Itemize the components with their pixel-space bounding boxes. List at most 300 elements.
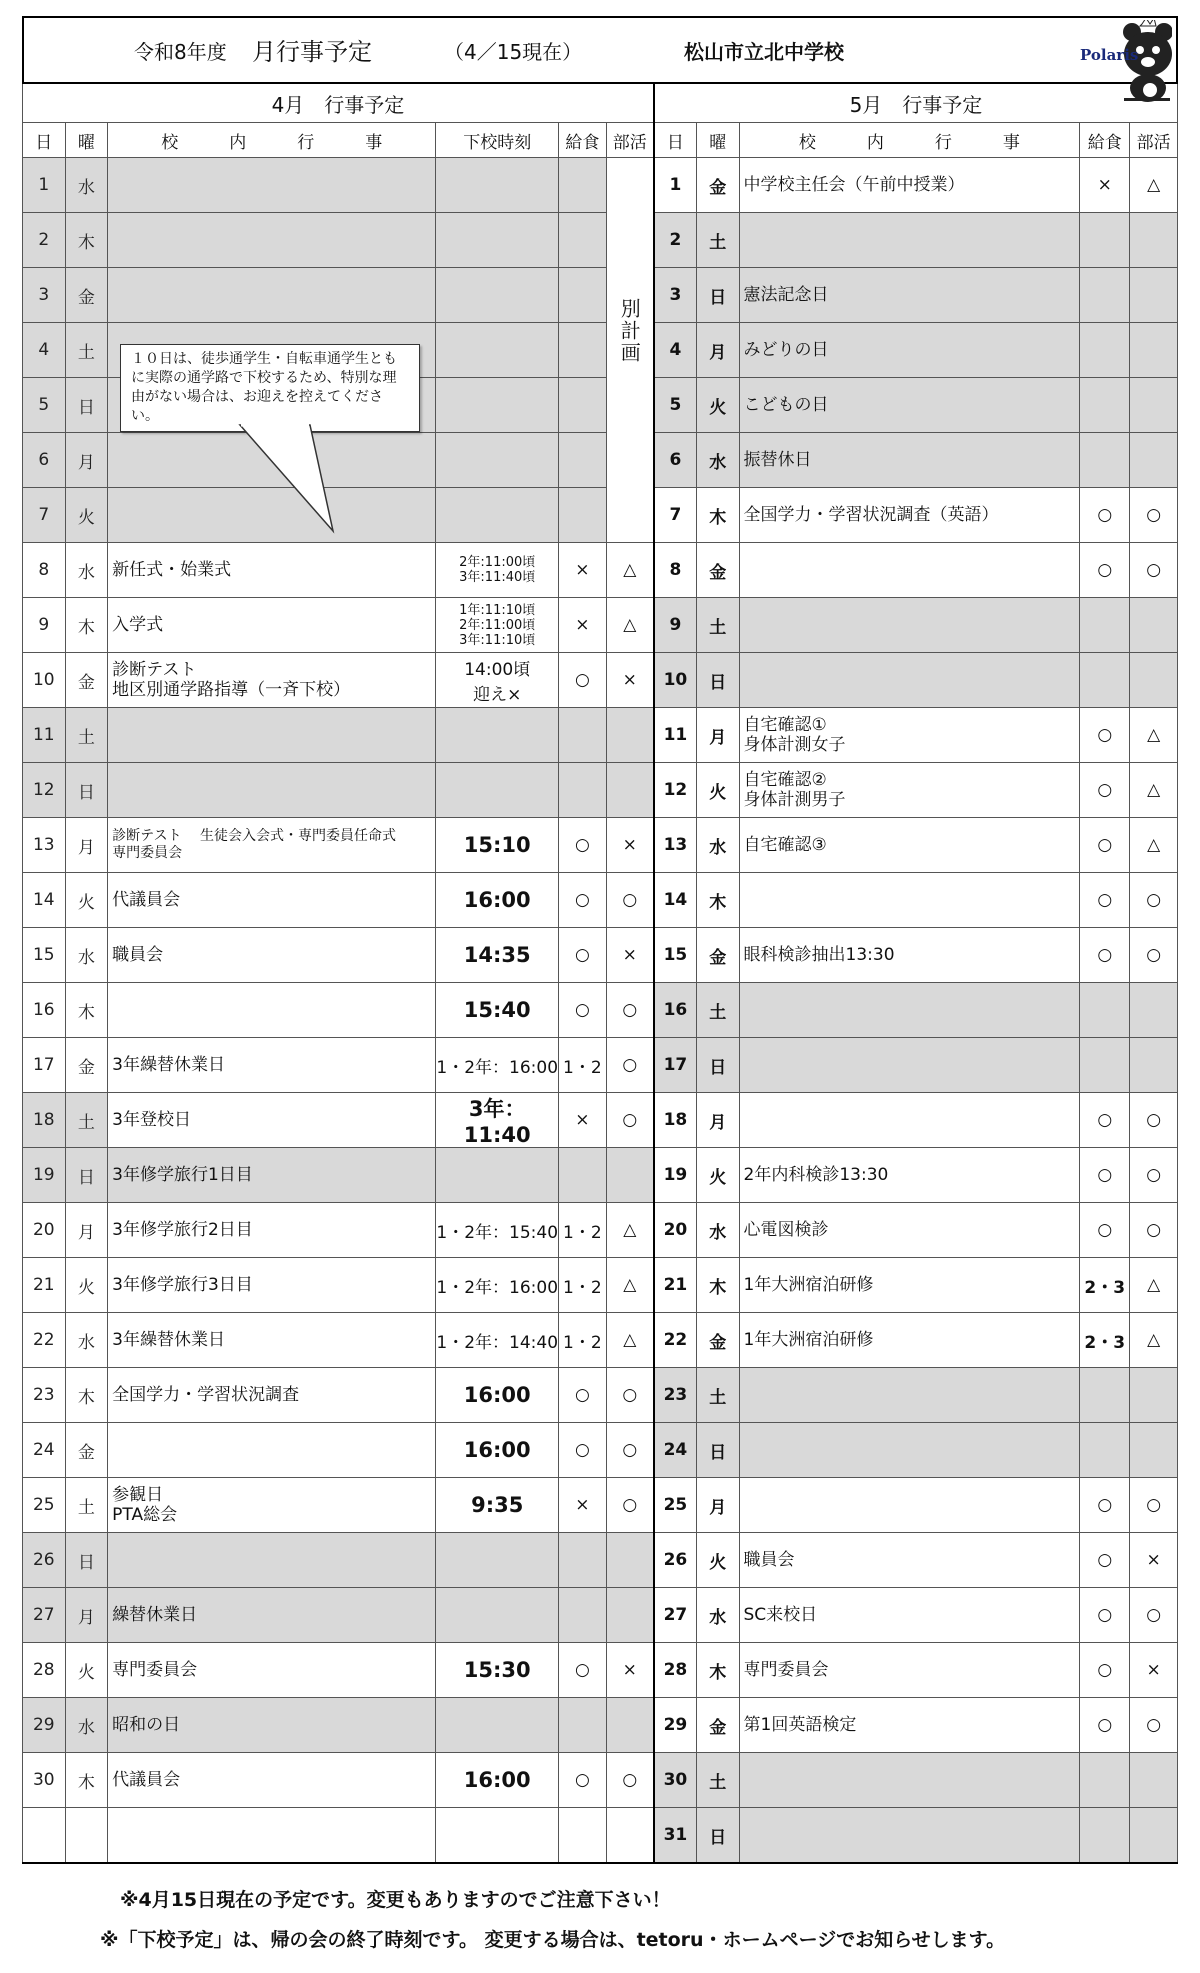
april-dismissal [436,1698,559,1753]
april-weekday: 木 [65,1753,108,1808]
may-event: 眼科検診抽出13:30 [739,928,1080,983]
april-club [606,763,654,818]
april-event: 3年修学旅行3日目 [108,1258,436,1313]
april-club [606,1698,654,1753]
table-row [23,1203,1178,1258]
april-dismissal [436,158,559,213]
april-lunch [559,488,607,543]
april-lunch: ○ [559,1643,607,1698]
may-club [1130,983,1178,1038]
april-weekday: 水 [65,928,108,983]
table-row [23,1313,1178,1368]
may-weekday: 金 [696,928,739,983]
may-lunch: × [1080,158,1130,213]
april-dismissal: 3年：11:40 [436,1093,559,1148]
april-club: △ [606,1203,654,1258]
may-club [1130,433,1178,488]
april-club: ○ [606,873,654,928]
may-event [739,983,1080,1038]
april-date: 22 [23,1313,66,1368]
may-event: 1年大洲宿泊研修 [739,1258,1080,1313]
may-date: 8 [654,543,697,598]
april-date: 24 [23,1423,66,1478]
april-date: 26 [23,1533,66,1588]
may-club: × [1130,1533,1178,1588]
may-weekday: 日 [696,1808,739,1864]
april-date: 1 [23,158,66,213]
footer-note-2: ※「下校予定」は、帰の会の終了時刻です。 変更する場合は、tetoru・ホームページでお知らせします。 [100,1929,1006,1951]
april-date: 20 [23,1203,66,1258]
table-row [23,488,1178,543]
april-event [108,158,436,213]
april-dismissal: 15:40 [436,983,559,1038]
april-club: × [606,818,654,873]
april-dismissal [436,378,559,433]
april-event [108,268,436,323]
april-weekday: 月 [65,818,108,873]
may-lunch [1080,598,1130,653]
april-club: × [606,653,654,708]
may-lunch: ○ [1080,1478,1130,1533]
april-club: △ [606,543,654,598]
may-club: × [1130,1643,1178,1698]
table-row [23,1808,1178,1864]
table-row [23,598,1178,653]
empty-cell [436,1808,559,1864]
may-event [739,598,1080,653]
may-date: 5 [654,378,697,433]
may-lunch [1080,653,1130,708]
april-lunch: × [559,543,607,598]
april-date: 8 [23,543,66,598]
april-date: 19 [23,1148,66,1203]
april-weekday: 月 [65,433,108,488]
april-event: 3年修学旅行2日目 [108,1203,436,1258]
table-row [23,1588,1178,1643]
april-date: 4 [23,323,66,378]
may-weekday: 木 [696,488,739,543]
april-weekday: 水 [65,1698,108,1753]
empty-cell [23,1808,66,1864]
callout-pointer [240,425,360,535]
may-lunch [1080,213,1130,268]
may-date: 4 [654,323,697,378]
may-event [739,1808,1080,1864]
callout-text: １０日は、徒歩通学生・自転車通学生ともに実際の通学路で下校するため、特別な理由がない場合は、お迎えを控えてください。 [120,344,420,432]
may-date: 21 [654,1258,697,1313]
col-date: 日 [23,123,66,158]
may-date: 16 [654,983,697,1038]
april-dismissal [436,1533,559,1588]
table-row [23,1753,1178,1808]
april-date: 15 [23,928,66,983]
may-club: ○ [1130,1588,1178,1643]
may-club: ○ [1130,1148,1178,1203]
table-row [23,983,1178,1038]
april-club: ○ [606,1093,654,1148]
may-date: 29 [654,1698,697,1753]
table-row [23,1423,1178,1478]
april-dismissal: 16:00 [436,1423,559,1478]
may-weekday: 日 [696,268,739,323]
april-dismissal: 1・2年：15:40 [436,1203,559,1258]
april-event: 専門委員会 [108,1643,436,1698]
april-club: × [606,1643,654,1698]
april-lunch [559,158,607,213]
april-weekday: 水 [65,158,108,213]
april-club: △ [606,598,654,653]
april-lunch: ○ [559,818,607,873]
april-weekday: 水 [65,543,108,598]
may-date: 9 [654,598,697,653]
april-weekday: 土 [65,1093,108,1148]
may-club [1130,598,1178,653]
may-lunch: ○ [1080,708,1130,763]
may-date: 14 [654,873,697,928]
may-event: 2年内科検診13:30 [739,1148,1080,1203]
may-weekday: 水 [696,1588,739,1643]
april-event [108,983,436,1038]
april-dismissal: 9:35 [436,1478,559,1533]
may-date: 18 [654,1093,697,1148]
may-club [1130,1753,1178,1808]
april-date: 14 [23,873,66,928]
april-date: 5 [23,378,66,433]
may-date: 15 [654,928,697,983]
may-weekday: 水 [696,433,739,488]
may-weekday: 金 [696,158,739,213]
april-weekday: 日 [65,1148,108,1203]
may-club: ○ [1130,1478,1178,1533]
april-club: ○ [606,1478,654,1533]
may-lunch: ○ [1080,873,1130,928]
may-weekday: 火 [696,1148,739,1203]
may-weekday: 日 [696,653,739,708]
header-bar [22,16,1178,82]
may-club [1130,323,1178,378]
may-event [739,1038,1080,1093]
april-date: 28 [23,1643,66,1698]
schedule-sheet [22,16,1178,1864]
april-weekday: 火 [65,873,108,928]
april-club [606,1588,654,1643]
april-date: 13 [23,818,66,873]
april-lunch: × [559,1478,607,1533]
dismissal-callout [120,344,420,432]
april-dismissal: 2年:11:00頃 3年:11:40頃 [436,543,559,598]
may-club: ○ [1130,543,1178,598]
may-event: 振替休日 [739,433,1080,488]
april-event [108,213,436,268]
april-weekday: 木 [65,213,108,268]
april-event: 代議員会 [108,873,436,928]
april-date: 23 [23,1368,66,1423]
may-club: △ [1130,1258,1178,1313]
may-club: ○ [1130,873,1178,928]
era-year: 令和8年度 [134,40,227,64]
may-event: 第1回英語検定 [739,1698,1080,1753]
may-weekday: 土 [696,598,739,653]
april-lunch [559,1588,607,1643]
april-event: 診断テスト 生徒会入会式・専門委員任命式 専門委員会 [108,818,436,873]
may-event [739,1753,1080,1808]
may-event [739,653,1080,708]
may-date: 1 [654,158,697,213]
may-lunch [1080,1368,1130,1423]
april-date: 17 [23,1038,66,1093]
may-weekday: 金 [696,1313,739,1368]
april-date: 30 [23,1753,66,1808]
may-weekday: 土 [696,1368,739,1423]
may-lunch [1080,378,1130,433]
april-lunch [559,763,607,818]
col-club: 部活 [606,123,654,158]
april-dismissal: 14:35 [436,928,559,983]
may-weekday: 水 [696,818,739,873]
table-row [23,1148,1178,1203]
april-weekday: 木 [65,983,108,1038]
table-row [23,928,1178,983]
april-lunch: ○ [559,928,607,983]
may-club: △ [1130,763,1178,818]
may-weekday: 月 [696,708,739,763]
april-date: 16 [23,983,66,1038]
may-date: 6 [654,433,697,488]
may-lunch: ○ [1080,1148,1130,1203]
april-dismissal [436,763,559,818]
april-dismissal [436,323,559,378]
may-club: △ [1130,708,1178,763]
april-weekday: 金 [65,1423,108,1478]
table-row [23,543,1178,598]
april-dismissal: 1・2年：16:00 [436,1038,559,1093]
may-lunch: ○ [1080,1643,1130,1698]
table-row [23,1533,1178,1588]
april-club: ○ [606,1038,654,1093]
may-event: 中学校主任会（午前中授業） [739,158,1080,213]
table-row [23,818,1178,873]
table-row [23,1698,1178,1753]
april-dismissal: 14:00頃 迎え× [436,653,559,708]
april-date: 12 [23,763,66,818]
april-weekday: 水 [65,1313,108,1368]
may-date: 31 [654,1808,697,1864]
may-club: △ [1130,1313,1178,1368]
footer-note-1: ※4月15日現在の予定です。変更もありますのでご注意下さい！ [120,1889,671,1911]
may-date: 20 [654,1203,697,1258]
april-lunch: 1・2 [559,1258,607,1313]
may-event: 全国学力・学習状況調査（英語） [739,488,1080,543]
table-row [23,763,1178,818]
table-row [23,213,1178,268]
may-weekday: 金 [696,1698,739,1753]
as-of-date: （4／15現在） [444,40,583,64]
april-weekday: 土 [65,323,108,378]
april-event: 診断テスト 地区別通学路指導（一斉下校） [108,653,436,708]
april-title: 4月 行事予定 [23,83,654,123]
april-lunch [559,708,607,763]
may-lunch [1080,983,1130,1038]
may-event [739,1368,1080,1423]
april-event: 代議員会 [108,1753,436,1808]
april-lunch [559,1148,607,1203]
may-event: 心電図検診 [739,1203,1080,1258]
april-lunch: 1・2 [559,1203,607,1258]
april-lunch: 1・2 [559,1038,607,1093]
april-weekday: 火 [65,1643,108,1698]
april-club: ○ [606,983,654,1038]
may-event [739,873,1080,928]
logo-text: Polaris [1080,46,1139,64]
april-event: 新任式・始業式 [108,543,436,598]
april-event: 参観日 PTA総会 [108,1478,436,1533]
april-dismissal [436,213,559,268]
may-club [1130,378,1178,433]
april-dismissal [436,433,559,488]
april-weekday: 土 [65,1478,108,1533]
may-lunch: ○ [1080,818,1130,873]
may-lunch [1080,323,1130,378]
table-row [23,268,1178,323]
april-lunch: ○ [559,1368,607,1423]
may-weekday: 日 [696,1038,739,1093]
april-event: 職員会 [108,928,436,983]
may-lunch [1080,1808,1130,1864]
april-event: 3年登校日 [108,1093,436,1148]
april-event: 3年修学旅行1日目 [108,1148,436,1203]
april-lunch [559,323,607,378]
april-lunch: ○ [559,653,607,708]
school-name: 松山市立北中学校 [684,40,844,64]
table-row [23,1258,1178,1313]
april-weekday: 火 [65,1258,108,1313]
may-club: △ [1130,818,1178,873]
april-lunch [559,213,607,268]
april-lunch: ○ [559,873,607,928]
may-lunch: ○ [1080,1698,1130,1753]
may-weekday: 月 [696,1478,739,1533]
april-date: 11 [23,708,66,763]
may-weekday: 月 [696,323,739,378]
april-date: 27 [23,1588,66,1643]
may-club [1130,1423,1178,1478]
may-weekday: 火 [696,763,739,818]
april-event: 昭和の日 [108,1698,436,1753]
april-dismissal [436,1148,559,1203]
table-row [23,158,1178,213]
may-col-weekday: 曜 [696,123,739,158]
may-date: 3 [654,268,697,323]
april-lunch: × [559,598,607,653]
april-weekday: 木 [65,1368,108,1423]
april-event [108,708,436,763]
april-weekday: 日 [65,1533,108,1588]
may-col-club: 部活 [1130,123,1178,158]
may-date: 26 [654,1533,697,1588]
may-col-date: 日 [654,123,697,158]
may-event: 自宅確認③ [739,818,1080,873]
april-weekday: 日 [65,763,108,818]
may-date: 12 [654,763,697,818]
april-date: 6 [23,433,66,488]
april-dismissal: 15:30 [436,1643,559,1698]
april-dismissal: 16:00 [436,873,559,928]
may-date: 11 [654,708,697,763]
april-dismissal: 1・2年：14:40 [436,1313,559,1368]
april-dismissal [436,1588,559,1643]
april-event [108,1423,436,1478]
april-date: 21 [23,1258,66,1313]
april-dismissal [436,488,559,543]
april-weekday: 金 [65,268,108,323]
april-date: 3 [23,268,66,323]
april-club: ○ [606,1423,654,1478]
april-weekday: 金 [65,653,108,708]
may-weekday: 月 [696,1093,739,1148]
april-dismissal: 16:00 [436,1368,559,1423]
may-date: 19 [654,1148,697,1203]
may-club [1130,268,1178,323]
may-club [1130,213,1178,268]
bear-mascot-logo [1080,20,1172,104]
may-club: ○ [1130,1698,1178,1753]
may-club: ○ [1130,928,1178,983]
may-date: 25 [654,1478,697,1533]
april-event: 3年繰替休業日 [108,1038,436,1093]
april-lunch [559,378,607,433]
april-dismissal: 16:00 [436,1753,559,1808]
april-event [108,1533,436,1588]
empty-cell [65,1808,108,1864]
april-weekday: 月 [65,1203,108,1258]
may-club [1130,1038,1178,1093]
may-lunch: ○ [1080,488,1130,543]
april-dismissal [436,708,559,763]
table-row [23,653,1178,708]
may-club: △ [1130,158,1178,213]
april-club: △ [606,1258,654,1313]
may-col-lunch: 給食 [1080,123,1130,158]
may-weekday: 木 [696,873,739,928]
april-lunch: 1・2 [559,1313,607,1368]
may-event [739,543,1080,598]
april-date: 9 [23,598,66,653]
may-date: 17 [654,1038,697,1093]
may-weekday: 日 [696,1423,739,1478]
may-club: ○ [1130,1093,1178,1148]
april-date: 29 [23,1698,66,1753]
april-date: 18 [23,1093,66,1148]
may-date: 24 [654,1423,697,1478]
may-lunch: 2・3 [1080,1258,1130,1313]
may-club [1130,653,1178,708]
table-row [23,1643,1178,1698]
may-event: 自宅確認① 身体計測女子 [739,708,1080,763]
april-weekday: 土 [65,708,108,763]
may-weekday: 木 [696,1258,739,1313]
april-dismissal: 1年:11:10頃 2年:11:00頃 3年:11:10頃 [436,598,559,653]
april-lunch: ○ [559,1423,607,1478]
april-event: 全国学力・学習状況調査 [108,1368,436,1423]
may-weekday: 火 [696,378,739,433]
may-lunch [1080,1038,1130,1093]
may-lunch: ○ [1080,763,1130,818]
may-event: 専門委員会 [739,1643,1080,1698]
may-lunch: ○ [1080,1203,1130,1258]
may-date: 7 [654,488,697,543]
april-lunch [559,1698,607,1753]
club-note: 別計画 [617,298,642,364]
